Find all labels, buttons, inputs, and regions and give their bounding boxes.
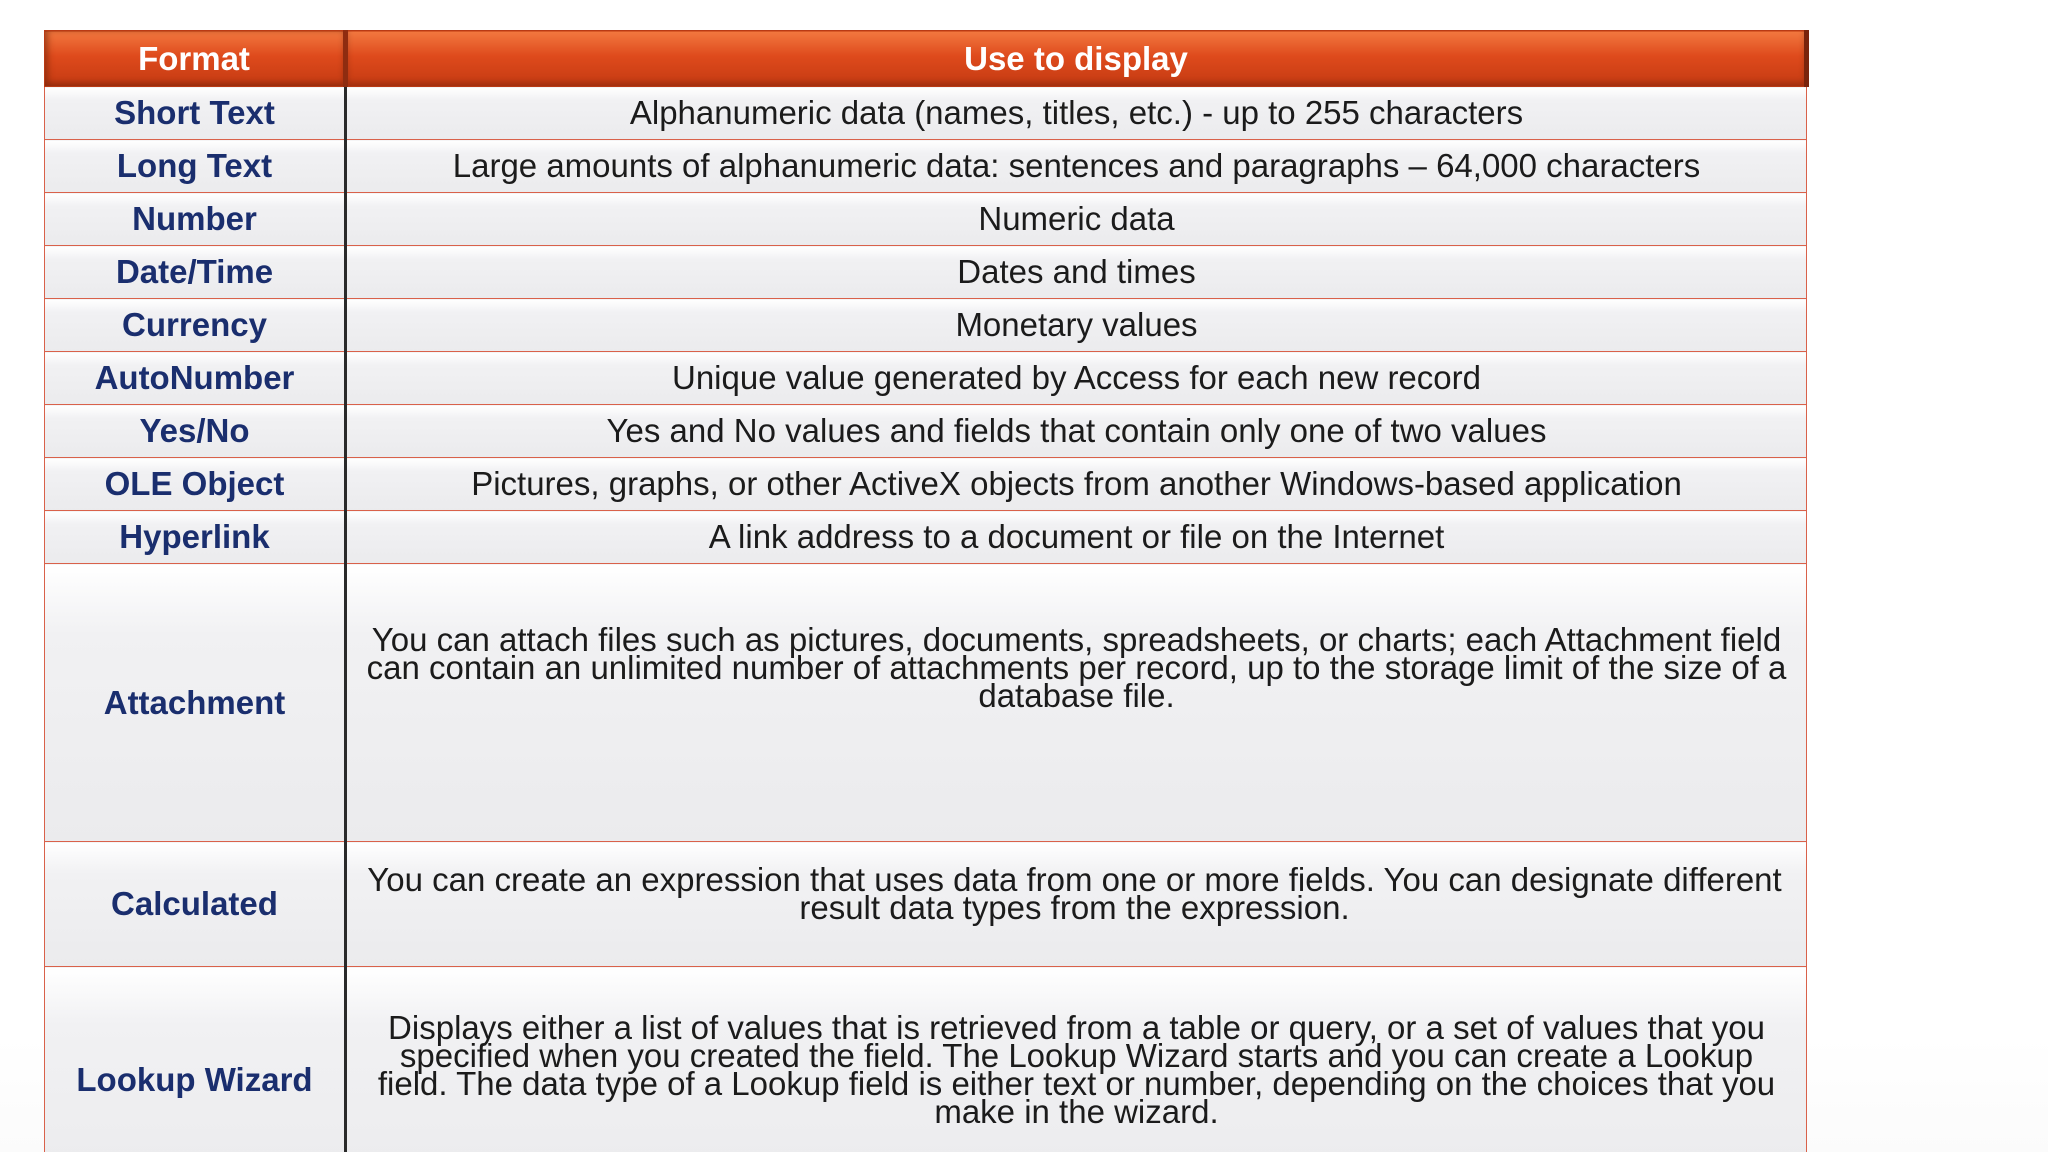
format-cell: Short Text [45, 87, 346, 140]
table-row [45, 87, 1807, 140]
format-cell: Lookup Wizard [45, 967, 346, 1152]
description-cell: Large amounts of alphanumeric data: sentences and paragraphs – 64,000 characters [346, 140, 1807, 193]
table-row [45, 405, 1807, 458]
format-cell: Attachment [45, 564, 346, 842]
table-row [45, 842, 1807, 967]
description-cell: Alphanumeric data (names, titles, etc.) - up to 255 characters [346, 87, 1807, 140]
table-row [45, 352, 1807, 405]
table-row [45, 299, 1807, 352]
description-cell: A link address to a document or file on the Internet [346, 511, 1807, 564]
table-row [45, 564, 1807, 842]
format-cell: AutoNumber [45, 352, 346, 405]
description-cell: You can attach files such as pictures, documents, spreadsheets, or charts; each Attachment field can contain an unlimited number of attachments per record, up to the storage limit of the size of a database file. [346, 564, 1807, 842]
description-cell [346, 842, 1807, 967]
format-cell: Number [45, 193, 346, 246]
format-cell: Calculated [45, 842, 346, 967]
table-header-row [45, 31, 1807, 87]
format-cell: Hyperlink [45, 511, 346, 564]
description-cell: Yes and No values and fields that contain only one of two values [346, 405, 1807, 458]
data-types-table [44, 30, 1809, 1152]
table-row [45, 193, 1807, 246]
header-use-to-display: Use to display [346, 31, 1807, 87]
description-cell: Monetary values [346, 299, 1807, 352]
description-cell: Unique value generated by Access for each new record [346, 352, 1807, 405]
format-cell: Date/Time [45, 246, 346, 299]
table-row [45, 246, 1807, 299]
description-cell: Numeric data [346, 193, 1807, 246]
table-row [45, 458, 1807, 511]
description-cell: Displays either a list of values that is retrieved from a table or query, or a set of values that you specified when you created the field. The Lookup Wizard starts and you can create a Lookup field. The data type of a Lookup field is either text or number, depending on the choices that you make in the wizard. [346, 967, 1807, 1152]
format-cell: OLE Object [45, 458, 346, 511]
header-format: Format [45, 31, 346, 87]
table-row [45, 140, 1807, 193]
description-cell: Pictures, graphs, or other ActiveX objects from another Windows-based application [346, 458, 1807, 511]
table-row [45, 511, 1807, 564]
format-cell: Currency [45, 299, 346, 352]
description-text: You can create an expression that uses data from one or more fields. You can designate different result data types from the expression. [367, 861, 1782, 926]
format-cell: Yes/No [45, 405, 346, 458]
table-row [45, 967, 1807, 1152]
description-cell: Dates and times [346, 246, 1807, 299]
format-cell: Long Text [45, 140, 346, 193]
